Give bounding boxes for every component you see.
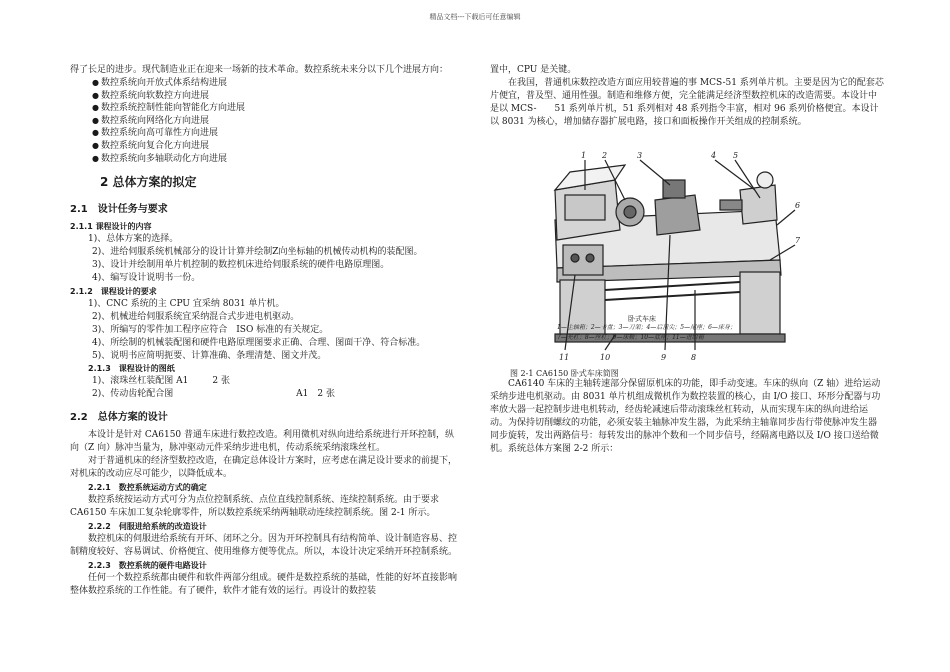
drawing-row [70, 375, 460, 388]
list-item: 1)、CNC 系统的主 CPU 宜采纳 8031 单片机。 [88, 299, 285, 310]
figure-number: 5 [733, 151, 739, 160]
bullet-item: ● 数控系统向多轴联动化方向进展 [70, 153, 460, 166]
list-item: 3)、所编写的零件加工程序应符合 ISO 标准的有关规定。 [92, 324, 329, 335]
subsection-heading-2-2-1: 2.2.1 数控系统运动方式的确定 [88, 482, 207, 492]
bullet-item: ● 数控系统控制性能向智能化方向进展 [70, 102, 460, 115]
figure-legend [557, 323, 736, 343]
figure-number: 3 [637, 151, 643, 160]
figure-number: 11 [559, 353, 570, 362]
figure-caption: 图 2-1 CA6150 卧式车床简图 [510, 369, 619, 378]
bullet-item: ● 数控系统向开放式体系结构进展 [70, 77, 460, 90]
list-item: 2)、进给伺服系统机械部分的设计计算并绘制Z向坐标轴的机械传动机构的装配图。 [92, 246, 423, 257]
drawing-count: 2 张 [212, 376, 230, 387]
list-item: 5)、说明书应简明扼要、计算准确、条理清楚、图文并茂。 [92, 350, 327, 361]
chapter-heading: 2 总体方案的拟定 [100, 175, 197, 190]
paragraph: 任何一个数控系统都由硬件和软件两部分组成。硬件是数控系统的基础，性能的好坏直接影响整体数控系统的工作性能。有了硬件，软件才能有效的运行。再设计的数控装 [70, 572, 458, 596]
figure-title: 卧式车床 [628, 315, 656, 323]
paragraph: 置中，CPU 是关键。 [490, 65, 577, 75]
subsection-heading-2-1-3: 2.1.3 课程设计的图纸 [88, 364, 175, 374]
paragraph: CA6140 车床的主轴转速部分保留原机床的功能，即手动变速。车床的纵向（Z 轴）进给运动采纳步进电机驱动。由 8031 单片机组成微机作为数控装置的核心，由 I/O 接口、环形分配器与功率放大器一起控制步进电机转动，经齿轮减速后带动滚珠丝杠转动，从而实现车床的纵向进给运动。为保持切削螺纹的功能，必须安装主轴脉冲发生器，为此采纳主轴靠同步齿行带使脉冲发生器同步旋转，发出两路信号：每转发出的脉冲个数和一个同步信号，经隔离电路以及 I/O 接口送给微机。系统总体方案图 2-2 所示： [490, 379, 881, 454]
list-item: 3)、设计并绘制用单片机控制的数控机床进给伺服系统的硬件电路原理图。 [92, 259, 390, 270]
figure-number: 6 [795, 201, 801, 210]
paragraph: 在我国，普通机床数控改造方面应用较普遍的事 MCS-51 系列单片机。主要是因为它的配套芯片便宜，普及型、通用性强。制造和维修方便，完全能满足经济型数控机床的改造需要。本设计中是以 MCS- 51 系列单片机，51 系列相对 48 系列指令丰富，相对 96 系列价格便宜。本设计以 8031 为核心，增加储存器扩展电路，接口和面板操作开关组成的控制系统。 [490, 78, 884, 127]
figure-number: 2 [602, 151, 608, 160]
section-heading-2-2: 2.2 总体方案的设计 [70, 411, 168, 423]
figure-number: 8 [691, 353, 697, 362]
list-item: 4)、编写设计说明书一份。 [92, 272, 201, 283]
paragraph: 本设计是针对 CA6150 普通车床进行数控改造。利用微机对纵向进给系统进行开环控制，纵向（Z 向）脉冲当量为，脉冲驱动元件采纳步进电机，传动系统采纳滚珠丝杠。 [70, 429, 455, 453]
drawing-name: 2)、传动齿轮配合图 [92, 389, 174, 400]
subsection-heading-2-2-2: 2.2.2 伺服进给系统的改造设计 [88, 521, 207, 531]
bullet-item: ● 数控系统向高可靠性方向进展 [70, 127, 460, 140]
paragraph: 数控系统按运动方式可分为点位控制系统、点位直线控制系统、连续控制系统。由于要求 CA6150 车床加工复杂轮廓零件，所以数控系统采纳两轴联动连续控制系统。图 2-1 所示。 [70, 494, 440, 518]
figure-number: 4 [711, 151, 717, 160]
list-item: 4)、所绘制的机械装配图和硬件电路原理图要求正确、合理、图面干净、符合标准。 [92, 337, 426, 348]
list-item: 2)、机械进给伺服系统宜采纳混合式步进电机驱动。 [92, 312, 300, 323]
bullet-item: ● 数控系统向软数控方向进展 [70, 90, 460, 103]
page-header: 精品文档---下载后可任意编辑 [429, 13, 521, 21]
paragraph: 数控机床的伺服进给系统有开环、闭环之分。因为开环控制具有结构简单、设计制造容易、控制精度较好、容易调试、价格便宜、使用维修方便等优点。所以，本设计决定采纳开环控制系统。 [70, 533, 458, 557]
figure-number: 10 [600, 353, 611, 362]
drawing-row [70, 388, 460, 401]
list-item: 1)、总体方案的选择。 [88, 234, 179, 245]
paragraph: 对于普通机床的经济型数控改造，在确定总体设计方案时，应考虑在满足设计要求的前提下，对机床的改动应尽可能少，以降低成本。 [70, 455, 458, 479]
section-heading-2-1: 2.1 设计任务与要求 [70, 204, 168, 216]
subsection-heading-2-1-1: 2.1.1 课程设计的内容 [70, 222, 152, 232]
subsection-heading-2-1-2: 2.1.2 课程设计的要求 [70, 287, 157, 297]
bullet-item: ● 数控系统向网络化方向进展 [70, 115, 460, 128]
figure-number: 7 [795, 236, 801, 245]
right-column [490, 64, 885, 129]
legend-line: 7—光杠；8—丝杠；9—床鞍；10—底座；11—进给箱 [557, 334, 704, 341]
drawing-count: A1 2 张 [296, 389, 335, 400]
figure-number: 9 [661, 353, 667, 362]
bullet-item: ● 数控系统向复合化方向进展 [70, 140, 460, 153]
left-column [70, 64, 460, 598]
legend-line: 1—主轴箱；2—卡盘；3—刀架；4—后顶尖；5—尾座；6—床身； [557, 324, 736, 331]
drawing-name: 1)、滚珠丝杠装配图 A1 [92, 376, 189, 387]
intro-paragraph: 得了长足的进步。现代制造业正在迎来一场新的技术革命。数控系统未来分以下几个进展方向： [70, 65, 449, 75]
right-column-bottom [490, 378, 885, 456]
subsection-heading-2-2-3: 2.2.3 数控系统的硬件电路设计 [88, 560, 207, 570]
figure-number: 1 [581, 151, 587, 160]
